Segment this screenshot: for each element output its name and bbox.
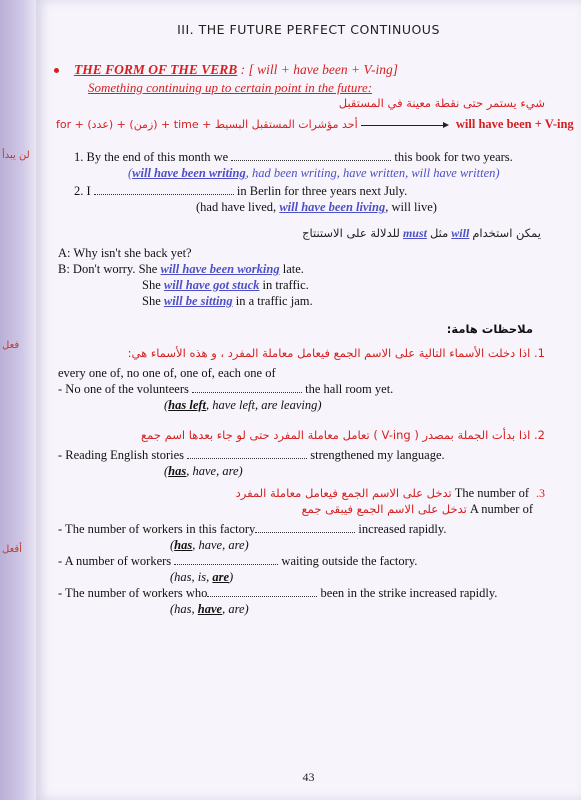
note-3-options-3 [170,602,249,617]
note-3-options-2: (has, is, are) [170,570,234,584]
answer: will have been working [160,262,280,276]
answer: have [197,602,223,616]
sentence-text: - Reading English stories [58,448,185,462]
form-arabic-definition: شيء يستمر حتى نقطة معينة في المستقبل [338,96,545,110]
margin-word: فعل [2,340,20,351]
arabic-text: يمكن استخدام [472,226,541,240]
page-number: 43 [302,770,315,784]
arabic-text: تدخل على الاسم الجمع فيبقى جمع [301,502,467,516]
form-heading-line [74,62,398,78]
arabic-text: للدلالة على الاستنتاج [302,226,400,240]
options: (has, [170,602,198,616]
example-text: I [86,184,91,198]
options: (has, is, [170,570,213,584]
blank-line [255,522,355,533]
answer: will have got stuck [163,278,260,292]
form-formula: : [ will + have been + V-ing] [240,62,398,77]
answer: has [168,464,187,478]
note-2-arabic: 2. اذا بدأت الجملة بمصدر ( V-ing ) تعامل معاملة المفرد حتى لو جاء بعدها اسم جمع [141,428,545,442]
arrow-icon [361,125,447,126]
arabic-text: تدخل على الاسم الجمع فيعامل معاملة المفرد [235,486,452,500]
options: , have left, are leaving) [206,398,322,412]
answer: has left [168,398,207,412]
margin-word: أقعل [2,544,22,555]
blank-line [192,382,302,393]
notes-title: ملاحظات هامة: [446,322,533,336]
dialogue-a: A: Why isn't she back yet? [58,246,192,260]
sentence-text: been in the strike increased rapidly. [320,586,498,600]
blank-line [187,448,307,459]
dialogue-text: B: Don't worry. She [58,262,158,276]
dialogue-c [142,278,309,293]
answer: will have been living [279,200,386,214]
example-number: 1. [74,150,84,164]
english-term: A number of [469,502,533,516]
sentence-text: - A number of workers [58,554,172,568]
sentence-text: - The number of workers who [58,586,208,600]
options: , have, are) [192,538,249,552]
note-1-options: (has left, have left, are leaving) [164,398,322,412]
blank-line [207,586,317,597]
note-3-line-2 [302,502,533,517]
sentence-text: waiting outside the factory. [281,554,418,568]
note-number: .3 [536,486,545,500]
form-subtitle: Something continuing up to certain point in the future: [88,80,373,95]
answer: will be sitting [163,294,233,308]
note-3-line-1 [236,486,545,501]
blank-line [231,150,391,161]
sentence-text: the hall room yet. [305,382,394,396]
options: , have, are) [186,464,243,478]
will-word: will [451,226,470,240]
note-3-sentence-1 [58,522,446,537]
textbook-page [36,0,581,800]
must-word: must [402,226,427,240]
options: , will live) [385,200,437,214]
form-heading: THE FORM OF THE VERB [74,62,238,77]
sentence-text: - No one of the volunteers [58,382,189,396]
note-1-arabic: 1. اذا دخلت الأسماء التالية على الاسم الجمع فيعامل معاملة المفرد ، و هذه الأسماء هي: [127,346,545,360]
example-text: this book for two years. [394,150,513,164]
options: , are) [222,602,249,616]
sentence-text: - The number of workers in this factory [58,522,256,536]
book-gutter [0,0,36,800]
dialogue-text: She [142,278,161,292]
example-2 [74,184,407,199]
note-3-options-1: (has, have, are) [170,538,249,552]
example-text: By the end of this month we [86,150,229,164]
note-3-sentence-2 [58,554,417,569]
answer: will have been writing [132,166,246,180]
example-1-options: (will have been writing, had been writing, have written, will have written) [128,166,500,180]
answer: are [212,570,230,584]
dialogue-text: She [142,294,161,308]
margin-word: لن يبدأ [2,150,30,161]
page-title: III. THE FUTURE PERFECT CONTINUOUS [177,22,440,37]
dialogue-text: late. [282,262,304,276]
english-term: The number of [454,486,529,500]
note-1-sentence [58,382,393,397]
example-text: in Berlin for three years next July. [236,184,408,198]
rule-right: will have been + V-ing [455,117,574,131]
example-2-options [196,200,437,215]
example-number: 2. [74,184,84,198]
note-2-sentence [58,448,445,463]
bullet-icon [54,68,59,73]
dialogue-text: in a traffic jam. [235,294,313,308]
sentence-text: increased rapidly. [358,522,447,536]
must-note [302,226,541,241]
note-3-sentence-3 [58,586,497,601]
blank-line [174,554,278,565]
note-2-options: (has, have, are) [164,464,243,478]
dialogue-b [58,262,304,277]
sentence-text: strengthened my language. [310,448,445,462]
arabic-text: مثل [429,226,449,240]
options: , had been writing, have written, will have written) [245,166,500,180]
note-1-list: every one of, no one of, one of, each one of [58,366,276,380]
dialogue-d [142,294,313,309]
form-rule [56,117,574,132]
example-1 [74,150,513,165]
dialogue-text: in traffic. [262,278,309,292]
rule-left: for + (عدد) + (زمن) + time + أحد مؤشرات المستقبل البسيط [56,118,358,131]
blank-line [94,184,234,195]
options: (had have lived, [196,200,280,214]
answer: has [174,538,193,552]
